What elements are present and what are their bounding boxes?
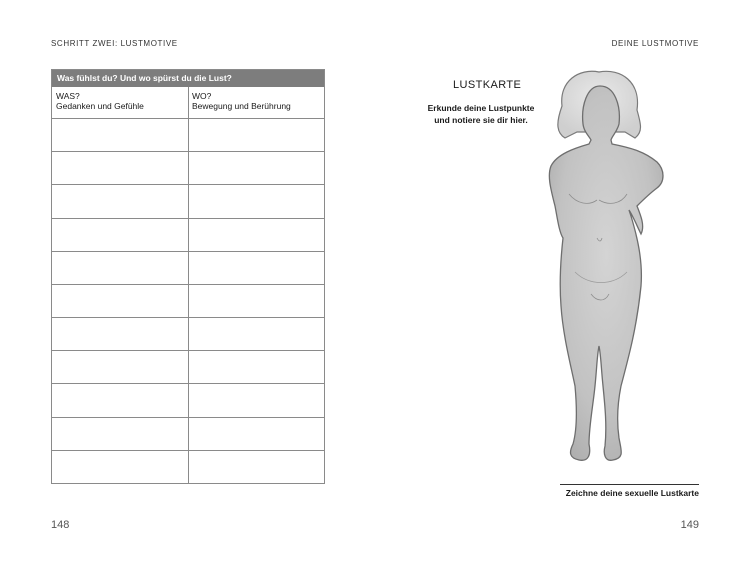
column-header-was — [56, 91, 144, 111]
column-header-wo-line1: WO? — [192, 91, 212, 101]
map-instructions — [419, 102, 543, 126]
column-header-was-line1: WAS? — [56, 91, 80, 101]
page-number-left: 148 — [51, 519, 70, 531]
column-header-was-line2: Gedanken und Gefühle — [56, 101, 144, 111]
worksheet-row-line — [52, 450, 324, 451]
worksheet-row-line — [52, 284, 324, 285]
column-divider — [188, 87, 189, 483]
body-outline-figure — [517, 66, 705, 478]
worksheet-row-line — [52, 218, 324, 219]
map-instructions-line2: und notiere sie dir hier. — [434, 115, 528, 125]
drawing-caption: Zeichne deine sexuelle Lustkarte — [565, 488, 699, 498]
worksheet-row-line — [52, 417, 324, 418]
running-head-left: SCHRITT ZWEI: LUSTMOTIVE — [51, 39, 178, 48]
drawing-signature-line — [560, 484, 699, 485]
worksheet-row-line — [52, 350, 324, 351]
column-header-wo-line2: Bewegung und Berührung — [192, 101, 291, 111]
worksheet-grid — [52, 87, 324, 483]
worksheet-row-line — [52, 184, 324, 185]
worksheet-title: Was fühlst du? Und wo spürst du die Lust? — [52, 70, 324, 87]
worksheet-row-line — [52, 317, 324, 318]
map-title: LUSTKARTE — [453, 79, 522, 91]
worksheet-row-line — [52, 383, 324, 384]
map-instructions-line1: Erkunde deine Lustpunkte — [427, 103, 535, 113]
right-page — [375, 0, 750, 561]
running-head-right: DEINE LUSTMOTIVE — [611, 39, 699, 48]
page-number-right: 149 — [680, 519, 699, 531]
column-header-wo — [192, 91, 291, 111]
worksheet-table — [51, 69, 325, 484]
worksheet-row-line — [52, 251, 324, 252]
worksheet-row-line — [52, 151, 324, 152]
